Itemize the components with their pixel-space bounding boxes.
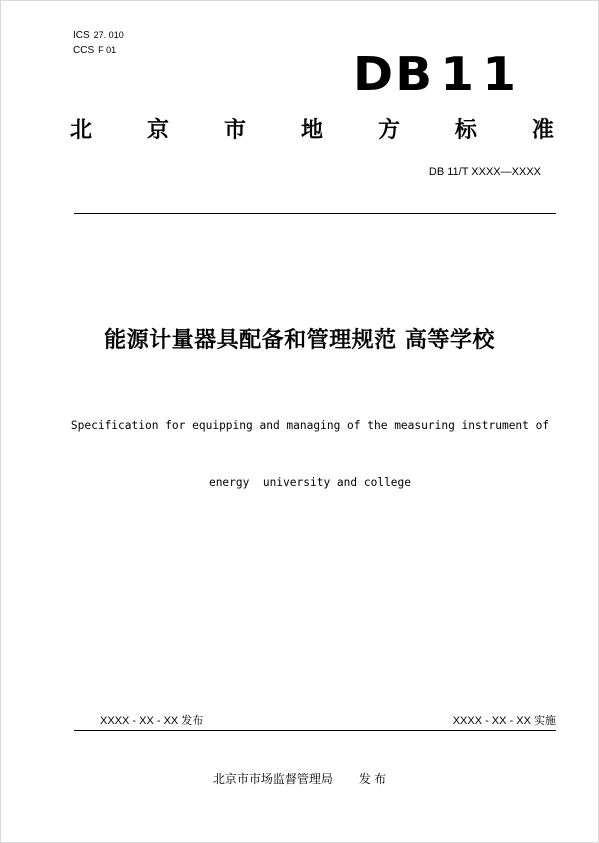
ics-code: 27. 010 xyxy=(93,30,124,40)
standard-type-heading xyxy=(70,116,554,146)
english-title-line-1: Specification for equipping and managing of the measuring instrument of xyxy=(70,419,550,432)
standard-number: DB 11/T XXXX—XXXX xyxy=(428,166,541,178)
document-title-english xyxy=(60,378,560,511)
publish-date: XXXX - XX - XX 发布 xyxy=(100,715,204,727)
implement-date: XXXX - XX - XX 实施 xyxy=(452,715,556,727)
ccs-line xyxy=(73,43,124,58)
logo-number-text: 11 xyxy=(440,47,525,101)
standard-type-char: 方 xyxy=(377,118,400,143)
logo-db-text: DB xyxy=(353,47,435,101)
issuer-line xyxy=(0,770,599,788)
english-title-line-2: energy university and college xyxy=(208,476,412,489)
issuer-name: 北京市市场监督管理局 xyxy=(212,772,333,786)
ics-label: ICS xyxy=(73,30,90,41)
bottom-divider xyxy=(74,730,556,731)
top-divider xyxy=(74,213,556,214)
ccs-label: CCS xyxy=(73,45,95,56)
standard-type-char: 北 xyxy=(70,118,93,143)
standard-type-char: 京 xyxy=(146,118,169,143)
standard-type-char: 标 xyxy=(454,118,477,143)
standard-type-char: 市 xyxy=(223,118,246,143)
standard-type-char: 地 xyxy=(300,118,323,143)
standard-type-char: 准 xyxy=(531,118,554,143)
document-title-chinese: 能源计量器具配备和管理规范 高等学校 xyxy=(104,328,495,353)
db11-logo xyxy=(353,47,525,101)
ccs-code: F 01 xyxy=(98,45,117,55)
issuer-action: 发 布 xyxy=(358,772,387,786)
classification-codes xyxy=(73,28,124,58)
ics-line xyxy=(73,28,124,43)
